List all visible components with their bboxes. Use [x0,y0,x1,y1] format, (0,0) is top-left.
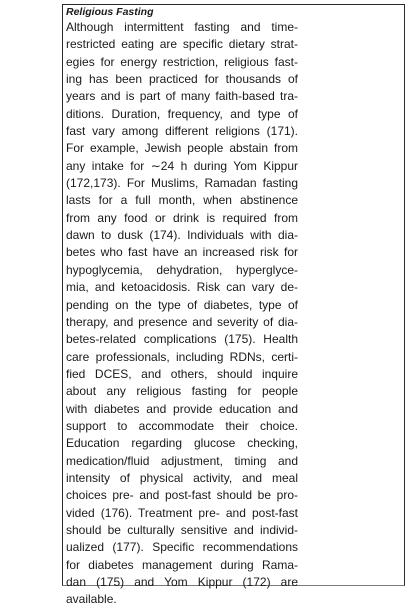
body-line: egies for energy restriction, religious fast- [66,54,298,69]
body-line: restricted eating are specific dietary strat- [66,37,298,52]
body-line: available. [66,592,117,607]
body-line: ditions. Duration, frequency, and type of [66,106,298,121]
body-line: with diabetes and provide education and [66,401,298,416]
body-line: any intake for ∼24 h during Yom Kippur [66,158,298,173]
sidebar-content [66,6,298,609]
body-line: fast vary among different religions (171). [66,124,298,139]
body-line: for diabetes management during Rama- [66,557,298,572]
body-line: lasts for a full month, when abstinence [66,193,298,208]
body-line: For example, Jewish people abstain from [66,141,298,156]
body-line: about any religious fasting for people [66,384,298,399]
body-line: support to accommodate their choice. [66,418,298,433]
body-line: choices pre- and post-fast should be pro- [66,488,298,503]
body-line: betes who fast have an increased risk for [66,245,298,260]
body-line: vided (176). Treatment pre- and post-fast [66,505,298,520]
body-line: mia, and ketoacidosis. Risk can vary de- [66,280,298,295]
section-heading: Religious Fasting [66,6,154,18]
body-line: (172,173). For Muslims, Ramadan fasting [66,176,298,191]
body-line: intensity of physical activity, and meal [66,470,298,485]
body-line: dawn to dusk (174). Individuals with dia- [66,228,298,243]
body-line: medication/fluid adjustment, timing and [66,453,298,468]
body-line: dan (175) and Yom Kippur (172) are [66,575,298,589]
body-line: years and is part of many faith-based tra- [66,89,298,104]
body-line: Although intermittent fasting and time- [66,20,298,34]
body-line: should be culturally sensitive and individ- [66,522,298,537]
body-line: ing has been practiced for thousands of [66,72,298,87]
body-line: ualized (177). Specific recommendations [66,540,298,555]
body-line: betes-related complications (175). Health [66,332,298,347]
body-line: Education regarding glucose checking, [66,436,298,451]
body-line: from any food or drink is required from [66,210,298,225]
body-line: therapy, and presence and severity of dia- [66,314,298,329]
body-line: hypoglycemia, dehydration, hyperglyce- [66,262,298,277]
body-line: care professionals, including RDNs, certi- [66,349,298,364]
body-line: pending on the type of diabetes, type of [66,297,298,312]
body-line: fied DCES, and others, should inquire [66,366,298,381]
